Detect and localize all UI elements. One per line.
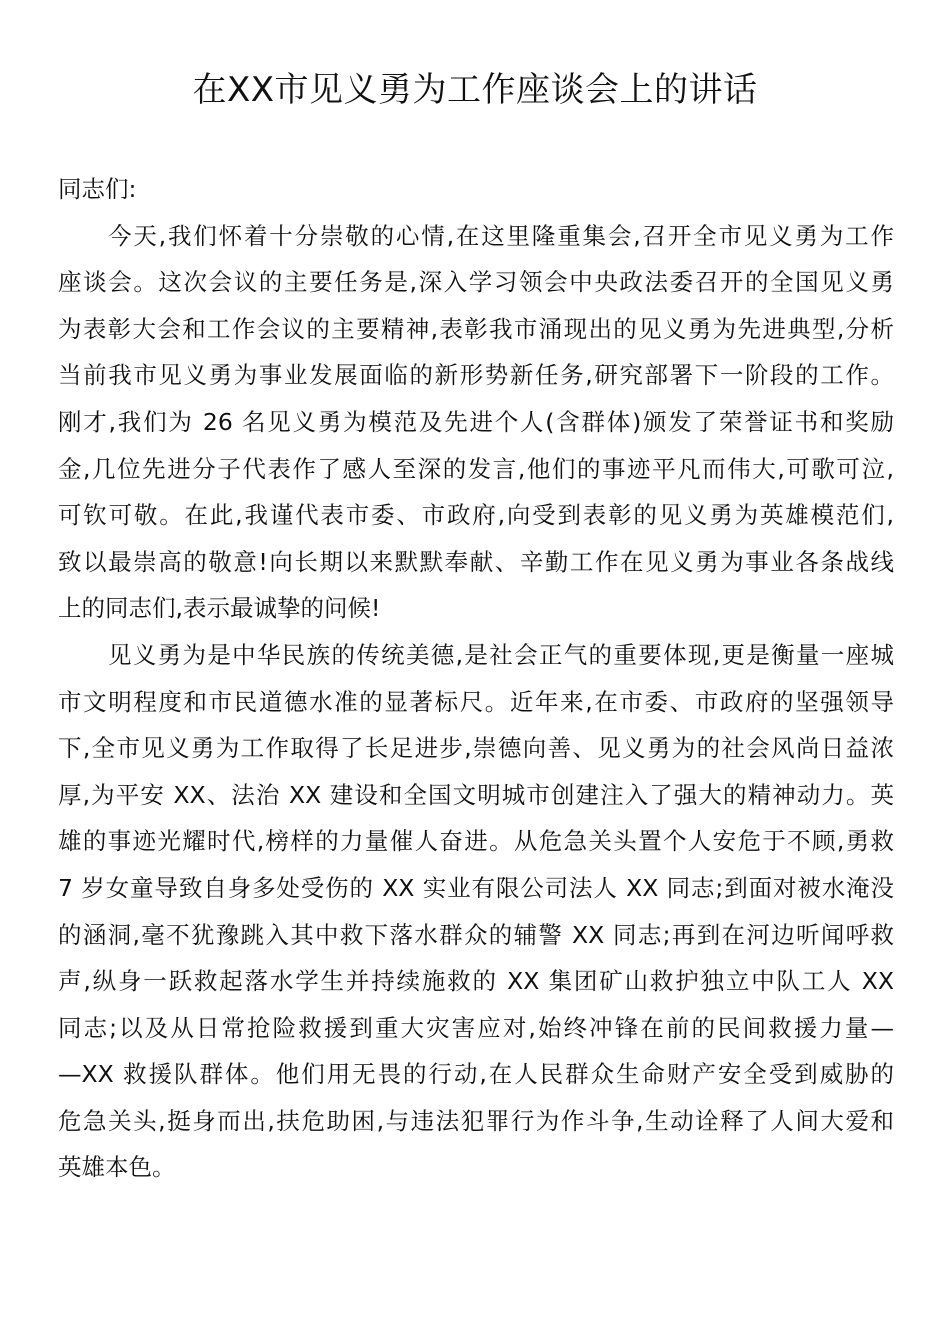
paragraph-2 xyxy=(58,632,894,1191)
paragraph-line: —XX 救援队群体。他们用无畏的行动,在人民群众生命财产安全受到威胁的 xyxy=(58,1060,894,1089)
paragraph-line: 雄的事迹光耀时代,榜样的力量催人奋进。从危急关头置个人安危于不顾,勇救 xyxy=(58,827,894,856)
document-title: 在XX市见义勇为工作座谈会上的讲话 xyxy=(192,70,758,110)
paragraph-line: 金,几位先进分子代表作了感人至深的发言,他们的事迹平凡而伟大,可歌可泣, xyxy=(58,454,894,483)
paragraph-line: 座谈会。这次会议的主要任务是,深入学习领会中央政法委召开的全国见义勇 xyxy=(58,268,894,297)
paragraph-line: 见义勇为是中华民族的传统美德,是社会正气的重要体现,更是衡量一座城 xyxy=(108,640,894,669)
paragraph-line: 厚,为平安 XX、法治 XX 建设和全国文明城市创建注入了强大的精神动力。英 xyxy=(58,780,894,809)
paragraph-line: 可钦可敬。在此,我谨代表市委、市政府,向受到表彰的见义勇为英雄模范们, xyxy=(58,501,894,530)
paragraph-line: 市文明程度和市民道德水准的显著标尺。近年来,在市委、市政府的坚强领导 xyxy=(58,687,894,716)
paragraph-line: 当前我市见义勇为事业发展面临的新形势新任务,研究部署下一阶段的工作。 xyxy=(58,361,894,390)
paragraph-line: 的涵洞,毫不犹豫跳入其中救下落水群众的辅警 XX 同志;再到在河边听闻呼救 xyxy=(58,920,894,949)
paragraph-line: 7 岁女童导致自身多处受伤的 XX 实业有限公司法人 XX 同志;到面对被水淹没 xyxy=(58,873,894,902)
paragraph-line: 上的同志们,表示最诚挚的问候! xyxy=(58,594,381,623)
paragraph-line: 同志;以及从日常抢险救援到重大灾害应对,始终冲锋在前的民间救援力量— xyxy=(58,1013,894,1042)
paragraph-1 xyxy=(58,213,894,632)
paragraph-line: 声,纵身一跃救起落水学生并持续施救的 XX 集团矿山救护独立中队工人 XX xyxy=(58,967,894,996)
paragraph-line: 为表彰大会和工作会议的主要精神,表彰我市涌现出的见义勇为先进典型,分析 xyxy=(58,314,894,343)
document-body xyxy=(58,166,894,1191)
paragraph-line: 危急关头,挺身而出,扶危助困,与违法犯罪行为作斗争,生动诠释了人间大爱和 xyxy=(58,1106,894,1135)
paragraph-line: 下,全市见义勇为工作取得了长足进步,崇德向善、见义勇为的社会风尚日益浓 xyxy=(58,734,894,763)
salutation: 同志们: xyxy=(58,175,137,203)
paragraph-line: 今天,我们怀着十分崇敬的心情,在这里隆重集会,召开全市见义勇为工作 xyxy=(108,221,894,250)
paragraph-line: 英雄本色。 xyxy=(58,1153,176,1182)
paragraph-line: 刚才,我们为 26 名见义勇为模范及先进个人(含群体)颁发了荣誉证书和奖励 xyxy=(58,407,894,436)
paragraph-line: 致以最崇高的敬意!向长期以来默默奉献、辛勤工作在见义勇为事业各条战线 xyxy=(58,547,894,576)
